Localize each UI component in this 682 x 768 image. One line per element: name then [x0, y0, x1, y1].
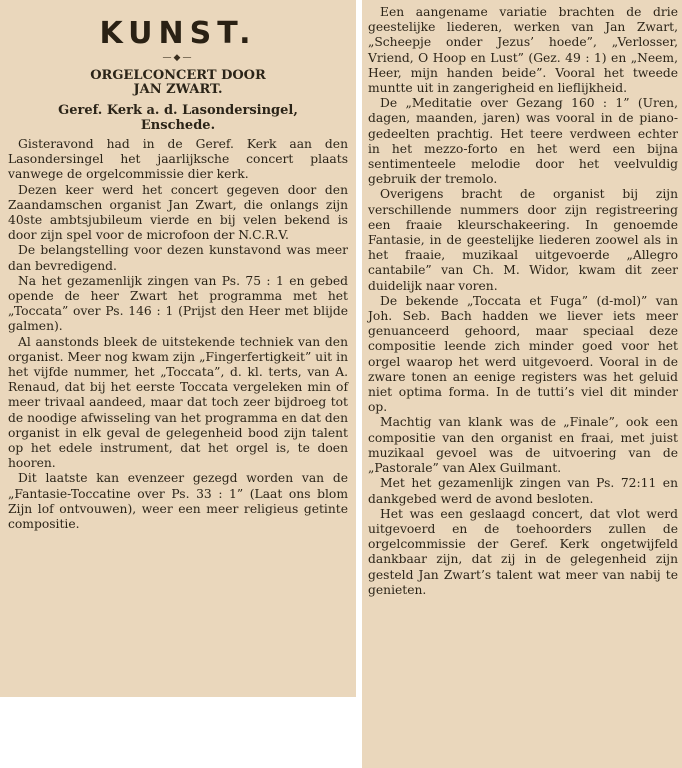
article-paragraph: De bekende „Toccata et Fuga” (d-mol)” van Joh. Seb. Bach hadden we liever iets meer genuanceerd gehoord, maar speciaal deze compositie leende zich minder goed voor het orgel waarop het werd uitgevoerd. Vooral in de zware tonen an eenige registers was het geluid niet optima forma. In de tutti’s viel dit minder op.	[368, 293, 678, 415]
article-paragraph: Met het gezamenlijk zingen van Ps. 72:11 en dankgebed werd de avond besloten.	[368, 476, 678, 506]
article-paragraph: Machtig van klank was de „Finale”, ook een compositie van den organist en fraai, met juist muzikaal gevoel was de uitvoering van de „Pastorale” van Alex Guilmant.	[368, 415, 678, 476]
ornament-divider: —◆—	[162, 53, 194, 63]
headline-line-1: ORGELCONCERT DOOR	[90, 68, 266, 83]
subheadline-line-1: Geref. Kerk a. d. Lasondersingel,	[58, 103, 298, 118]
left-column	[0, 0, 356, 697]
article-paragraph: Na het gezamenlijk zingen van Ps. 75 : 1 en gebed opende de heer Zwart het programma met het „Toccata” over Ps. 146 : 1 (Prijst den Heer met blijde galmen).	[8, 273, 348, 334]
article-paragraph: Dezen keer werd het concert gegeven door den Zaandamschen organist Jan Zwart, die onlangs zijn 40ste ambtsjubileum vierde en bij velen bekend is door zijn spel voor de microfoon der N.C.R.V.	[8, 182, 348, 243]
subheadline	[8, 103, 348, 133]
article-paragraph: Een aangename variatie brachten de drie geestelijke liederen, werken van Jan Zwart, „Scheepje onder Jezus’ hoede”, „Verlosser, Vriend, O Hoop en Lust” (Gez. 49 : 1) en „Neem, Heer, mijn handen beide”. Vooral het tweede muntte uit in zangerigheid en lieflijkheid.	[368, 5, 678, 96]
article-paragraph: Al aanstonds bleek de uitstekende techniek van den organist. Meer nog kwam zijn „Fingerfertigkeit” uit in het vijfde nummer, het „Toccata”, d. kl. terts, van A. Renaud, dat bij het eerste Toccata vergeleken min of meer trivaal aandeed, maar dat toch zeer bijdroeg tot de noodige afwisseling van het programma en dat den organist in elk geval de gelegenheid bood zijn talent op het edele instrument, dat het orgel is, te doen hooren.	[8, 334, 348, 471]
section-title: KUNST.	[99, 16, 257, 51]
article-paragraph: Dit laatste kan evenzeer gezegd worden van de „Fantasie-Toccatine over Ps. 33 : 1” (Laat ons blom Zijn lof ontvouwen), weer een meer religieus getinte compositie.	[8, 471, 348, 532]
article-paragraph: De belangstelling voor dezen kunstavond was meer dan bevredigend.	[8, 243, 348, 273]
subheadline-line-2: Enschede.	[140, 118, 216, 133]
right-column	[362, 0, 682, 768]
headline-line-2: JAN ZWART.	[133, 82, 223, 97]
article-paragraph: De „Meditatie over Gezang 160 : 1” (Uren, dagen, maanden, jaren) was vooral in de piano-gedeelten prachtig. Het teere verdween echter in het mezzo-forto en het werd een bijna sentimenteele melodie door het veelvuldig gebruik der tremolo.	[368, 96, 678, 187]
article-paragraph: Overigens bracht de organist bij zijn verschillende nummers door zijn registreering een fraaie kleurschakeering. In genoemde Fantasie, in de geestelijke liederen zoowel als in het fraaie, muzikaal uitgevoerde „Allegro cantabile” van Ch. M. Widor, kwam dit zeer duidelijk naar voren.	[368, 187, 678, 293]
article-paragraph: Het was een geslaagd concert, dat vlot werd uitgevoerd en de toehoorders zullen de orgelcommissie der Geref. Kerk ongetwijfeld dankbaar zijn, dat zij in de gelegenheid zijn gesteld Jan Zwart’s talent wat meer van nabij te genieten.	[368, 506, 678, 597]
article-paragraph: Gisteravond had in de Geref. Kerk aan den Lasondersingel het jaarlijksche concert plaats vanwege de orgelcommissie dier kerk.	[8, 137, 348, 182]
